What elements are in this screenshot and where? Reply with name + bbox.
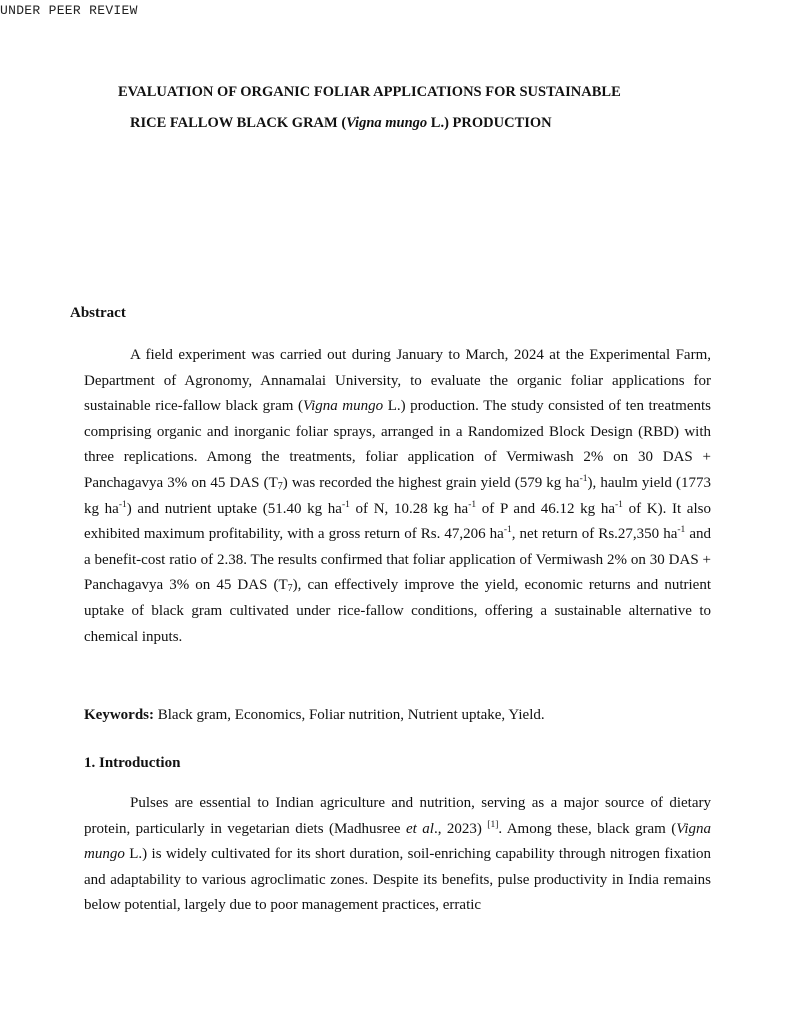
peer-review-watermark: UNDER PEER REVIEW <box>0 3 138 18</box>
keywords-label: Keywords: <box>84 707 154 723</box>
species-name: Vigna mungo <box>346 115 428 131</box>
citation-ref: [1] <box>487 819 499 830</box>
paper-title-line-2: RICE FALLOW BLACK GRAM (Vigna mungo L.) PRODUCTION <box>130 115 552 131</box>
keywords-line <box>84 707 545 724</box>
paper-title-line-1: EVALUATION OF ORGANIC FOLIAR APPLICATIONS FOR SUSTAINABLE <box>118 84 621 100</box>
keywords-text: Black gram, Economics, Foliar nutrition, Nutrient uptake, Yield. <box>154 707 545 723</box>
abstract-paragraph: A field experiment was carried out during January to March, 2024 at the Experimental Farm, Department of Agronomy, Annamalai University, to evaluate the organic foliar applications for sustainable rice-fallow black gram (Vigna mungo L.) production. The study consisted of ten treatments comprising organic and inorganic foliar sprays, arranged in a Randomized Block Design (RBD) with three replications. Among the treatments, foliar application of Vermiwash 2% on 30 DAS + Panchagavya 3% on 45 DAS $(T_7)$ was recorded the highest grain yield (579 kg $ha^{-1}$), haulm yield (1773 kg $ha^{-1}$) and nutrient uptake (51.40 kg $ha^{-1}$ of N, 10.28 kg $ha^{-1}$ of P and 46.12 kg $ha^{-1}$ of K). It also exhibited maximum profitability, with a gross return of Rs. 47,206 $ha^{-1}$, net return of Rs.27,350 $ha^{-1}$ and a benefit-cost ratio of 2.38. The results confirmed that foliar application of Vermiwash 2% on 30 DAS + Panchagavya 3% on 45 DAS $(T_7)$, can effectively improve the yield, economic returns and nutrient uptake of black gram cultivated under rice-fallow conditions, offering a sustainable alternative to chemical inputs. <box>84 347 711 645</box>
introduction-paragraph: Pulses are essential to Indian agriculture and nutrition, serving as a major source of dietary protein, particularly in vegetarian diets (Madhusree et al., 2023) [1]. Among these, black gram (Vigna mungo L.) is widely cultivated for its short duration, soil-enriching capability through nitrogen fixation and adaptability to various agroclimatic zones. Despite its benefits, pulse productivity in India remains below potential, largely due to poor management practices, erratic <box>84 795 711 914</box>
abstract-heading: Abstract <box>70 305 126 321</box>
introduction-heading: 1. Introduction <box>84 755 181 771</box>
